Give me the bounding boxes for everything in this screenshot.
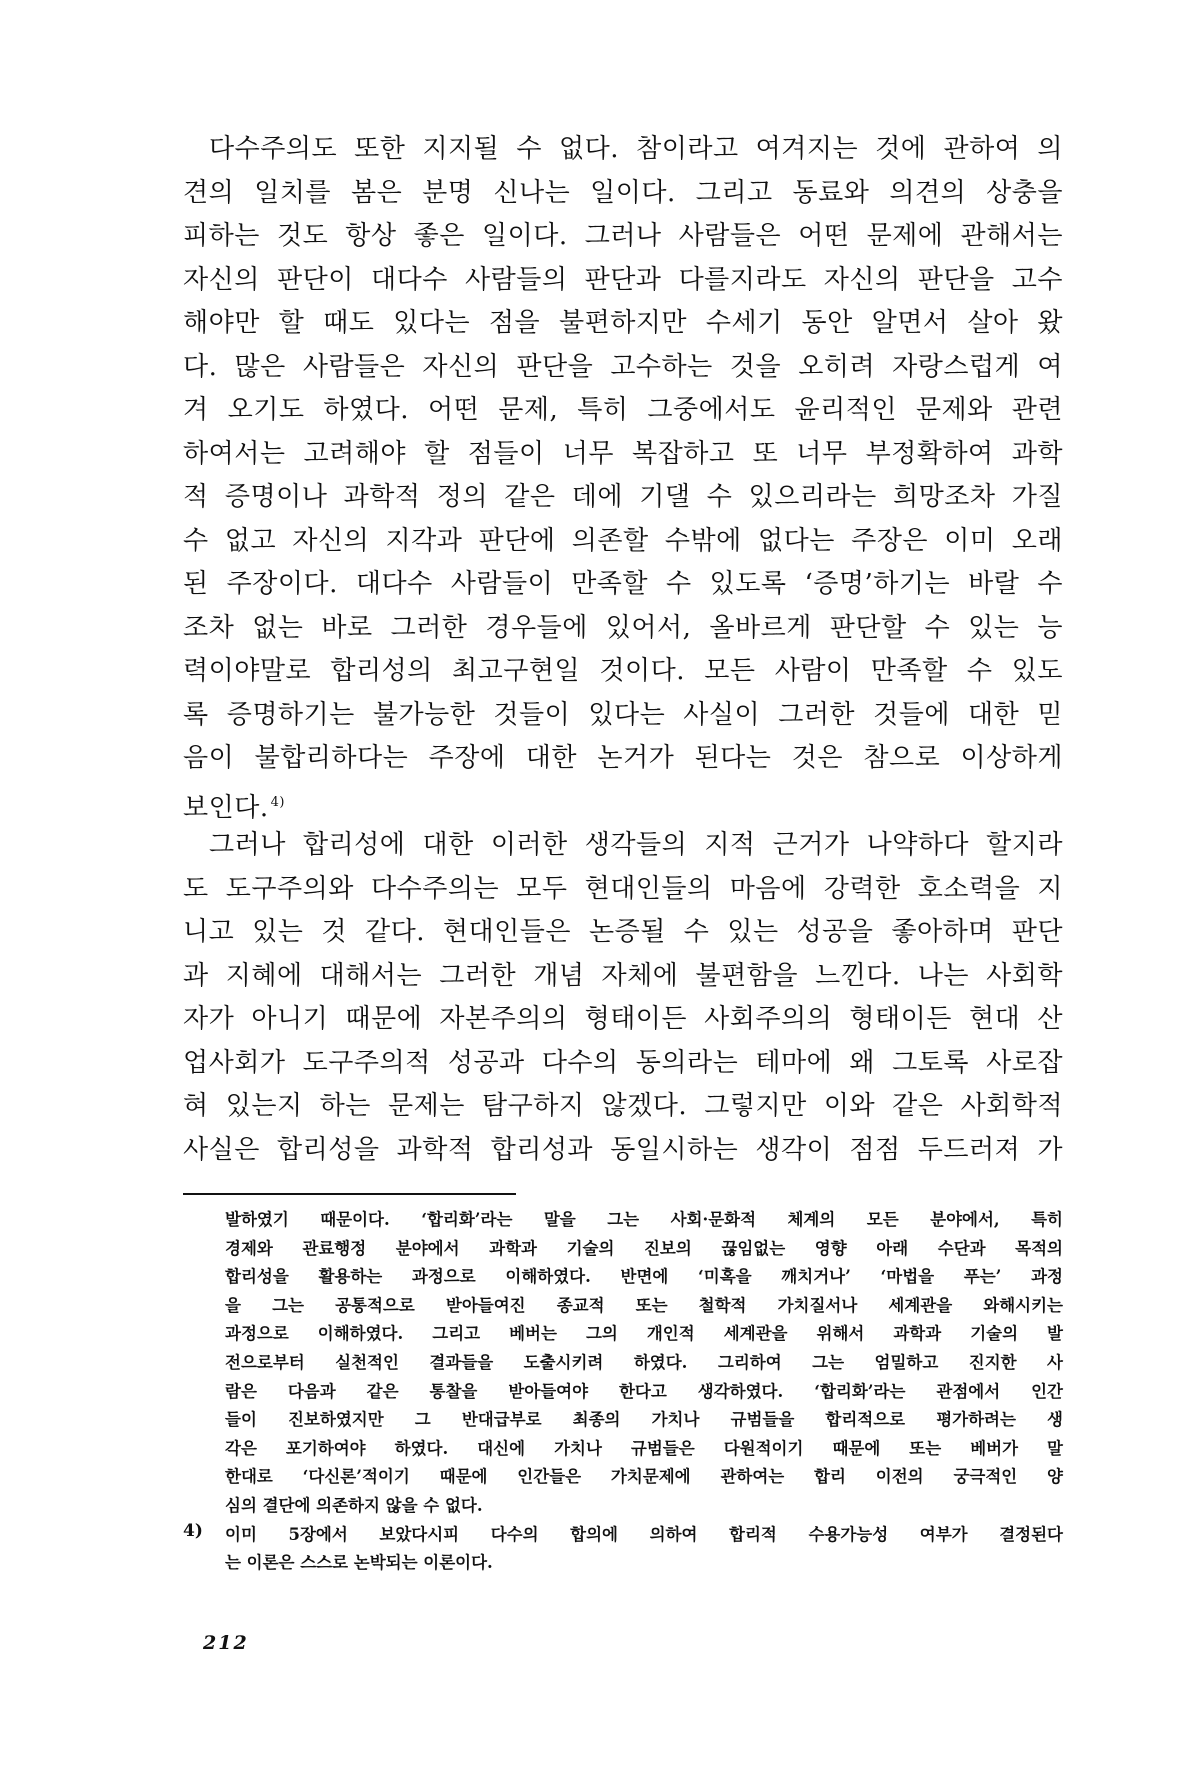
footnote-reference: 4) xyxy=(270,794,285,810)
footnote-line: 과정으로 이해하였다. 그리고 베버는 그의 개인적 세계관을 위해서 과학과 기술의 발 xyxy=(225,1324,1063,1344)
footnote-line: 각은 포기하여야 하였다. 대신에 가치나 규범들은 다원적이기 때문에 또는 베버가 말 xyxy=(225,1438,1063,1458)
footnote-line: 이미 5장에서 보았다시피 다수의 합의에 의하여 합리적 수용가능성 여부가 결정된다 xyxy=(225,1524,1063,1544)
footnote-4 xyxy=(183,1521,1063,1578)
text-line: 자가 아니기 때문에 자본주의의 형태이든 사회주의의 형태이든 현대 산 xyxy=(183,1004,1063,1034)
text-line: 다. 많은 사람들은 자신의 판단을 고수하는 것을 오히려 자랑스럽게 여 xyxy=(183,351,1063,382)
paragraph-2 xyxy=(183,824,1063,1172)
footnote-line: 람은 다음과 같은 통찰을 받아들여야 한다고 생각하였다. ‘합리화’라는 관점에서 인간 xyxy=(225,1381,1063,1401)
text-line: 력이야말로 합리성의 최고구현일 것이다. 모든 사람이 만족할 수 있도 xyxy=(183,656,1063,686)
main-text xyxy=(183,128,1063,1172)
text-line: 된 주장이다. 대다수 사람들이 만족할 수 있도록 ‘증명’하기는 바랄 수 xyxy=(183,569,1063,599)
footnote-continuation xyxy=(183,1206,1063,1521)
text-line: 수 없고 자신의 지각과 판단에 의존할 수밖에 없다는 주장은 이미 오래 xyxy=(183,525,1063,556)
text-line: 자신의 판단이 대다수 사람들의 판단과 다를지라도 자신의 판단을 고수 xyxy=(183,264,1063,295)
footnote-line: 들이 진보하였지만 그 반대급부로 최종의 가치나 규범들을 합리적으로 평가하려는 생 xyxy=(225,1410,1063,1430)
text-line: 겨 오기도 하였다. 어떤 문제, 특히 그중에서도 윤리적인 문제와 관련 xyxy=(183,395,1063,425)
text-line: 견의 일치를 봄은 분명 신나는 일이다. 그리고 동료와 의견의 상충을 xyxy=(183,177,1063,208)
text-line: 적 증명이나 과학적 정의 같은 데에 기댈 수 있으리라는 희망조차 가질 xyxy=(183,482,1063,512)
text-line: 혀 있는지 하는 문제는 탐구하지 않겠다. 그렇지만 이와 같은 사회학적 xyxy=(183,1091,1063,1121)
paragraph-1 xyxy=(183,128,1063,824)
text-line: 사실은 합리성을 과학적 합리성과 동일시하는 생각이 점점 두드러져 가 xyxy=(183,1134,1063,1165)
text-line-content: 보인다. xyxy=(183,792,269,823)
footnotes xyxy=(183,1206,1063,1578)
text-line: 피하는 것도 항상 좋은 일이다. 그러나 사람들은 어떤 문제에 관해서는 xyxy=(183,221,1063,251)
footnote-line: 을 그는 공통적으로 받아들여진 종교적 또는 철학적 가치질서나 세계관을 와해시키는 xyxy=(225,1295,1063,1315)
footnote-divider xyxy=(183,1193,516,1195)
text-line: 도 도구주의와 다수주의는 모두 현대인들의 마음에 강력한 호소력을 지 xyxy=(183,873,1063,904)
footnote-line: 는 이론은 스스로 논박되는 이론이다. xyxy=(225,1553,493,1573)
page-number: 212 xyxy=(203,1632,249,1654)
footnote-line: 전으로부터 실천적인 결과들을 도출시키려 하였다. 그리하여 그는 엄밀하고 진지한 사 xyxy=(225,1352,1063,1372)
footnote-marker: 4) xyxy=(183,1520,203,1541)
footnote-line: 한대로 ‘다신론’적이기 때문에 인간들은 가치문제에 관하여는 합리 이전의 궁극적인 양 xyxy=(225,1467,1063,1487)
text-line: 록 증명하기는 불가능한 것들이 있다는 사실이 그러한 것들에 대한 믿 xyxy=(183,699,1063,730)
text-line: 조차 없는 바로 그러한 경우들에 있어서, 올바르게 판단할 수 있는 능 xyxy=(183,612,1063,643)
footnote-line: 합리성을 활용하는 과정으로 이해하였다. 반면에 ‘미혹을 깨치거나’ ‘마법을 푸는’ 과정 xyxy=(225,1267,1063,1287)
text-line: 그러나 합리성에 대한 이러한 생각들의 지적 근거가 나약하다 할지라 xyxy=(209,830,1063,860)
text-line: 해야만 할 때도 있다는 점을 불편하지만 수세기 동안 알면서 살아 왔 xyxy=(183,308,1063,338)
text-line: 음이 불합리하다는 주장에 대한 논거가 된다는 것은 참으로 이상하게 xyxy=(183,743,1063,773)
text-line: 하여서는 고려해야 할 점들이 너무 복잡하고 또 너무 부정확하여 과학 xyxy=(183,438,1063,469)
text-line: 다수주의도 또한 지지될 수 없다. 참이라고 여겨지는 것에 관하여 의 xyxy=(209,134,1063,164)
text-line xyxy=(183,781,1063,825)
text-line: 과 지혜에 대해서는 그러한 개념 자체에 불편함을 느낀다. 나는 사회학 xyxy=(183,960,1063,991)
footnote-line: 심의 결단에 의존하지 않을 수 없다. xyxy=(225,1495,483,1515)
footnote-line: 발하였기 때문이다. ‘합리화’라는 말을 그는 사회·문화적 체계의 모든 분야에서, 특히 xyxy=(225,1210,1063,1229)
text-line: 니고 있는 것 같다. 현대인들은 논증될 수 있는 성공을 좋아하며 판단 xyxy=(183,917,1063,947)
footnote-line: 경제와 관료행정 분야에서 과학과 기술의 진보의 끊임없는 영향 아래 수단과 목적의 xyxy=(225,1238,1063,1258)
text-line: 업사회가 도구주의적 성공과 다수의 동의라는 테마에 왜 그토록 사로잡 xyxy=(183,1047,1063,1078)
